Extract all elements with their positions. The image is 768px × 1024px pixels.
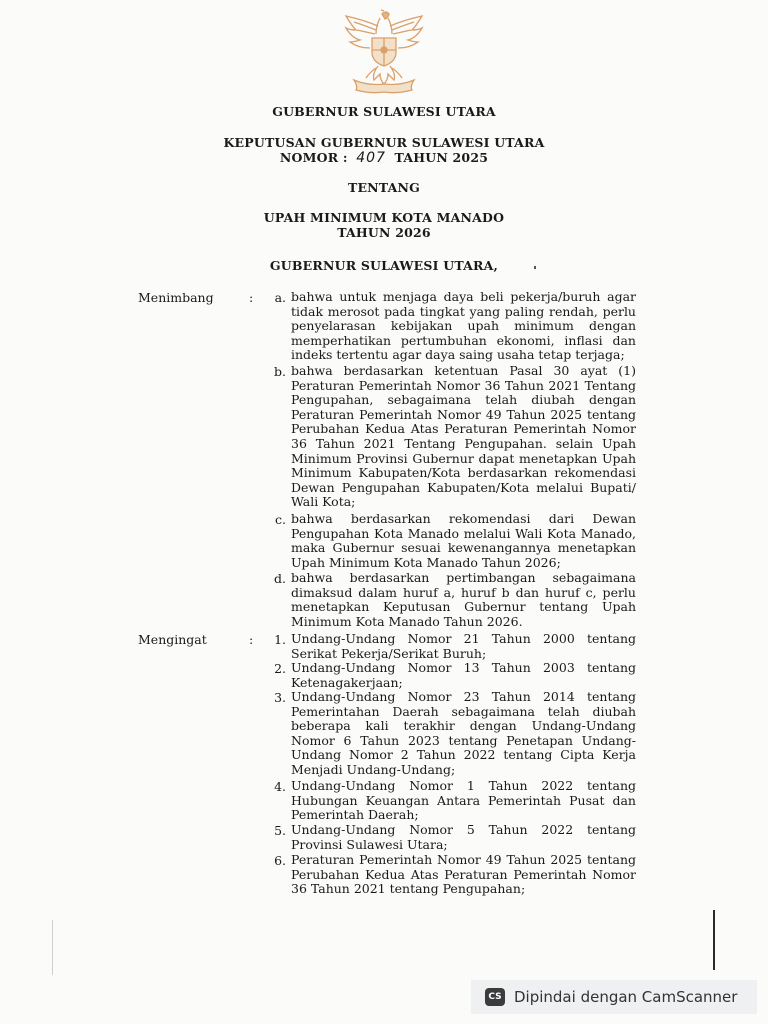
- menimbang-colon: :: [249, 290, 254, 305]
- item-marker: d.: [274, 571, 286, 586]
- item-marker: 5.: [274, 823, 286, 838]
- mengingat-label: Mengingat: [138, 632, 207, 647]
- mengingat-item-5: [260, 823, 640, 852]
- mengingat-item-1: [260, 632, 640, 661]
- item-text: bahwa berdasarkan rekomendasi dari Dewan Pengupahan Kota Manado melalui Wali Kota Manado, maka Gubernur sesuai kewenangannya menetapkan Upah Minimum Kota Manado Tahun 2026;: [291, 511, 636, 570]
- subject-line-2: TAHUN 2026: [337, 225, 431, 240]
- authority-heading: GUBERNUR SULAWESI UTARA: [272, 104, 496, 119]
- about-heading: TENTANG: [347, 180, 421, 195]
- item-marker: b.: [274, 364, 286, 379]
- camscanner-text: Dipindai dengan CamScanner: [514, 988, 738, 1006]
- decree-number-prefix: NOMOR :: [279, 150, 348, 165]
- decree-number-line: [0, 150, 768, 166]
- menimbang-item-c: [260, 512, 640, 570]
- menimbang-item-d: [260, 571, 640, 629]
- decree-title: KEPUTUSAN GUBERNUR SULAWESI UTARA: [223, 135, 545, 150]
- scan-speck: [534, 266, 536, 269]
- scan-edge-left: [52, 920, 53, 975]
- item-marker: 4.: [274, 779, 286, 794]
- item-marker: a.: [274, 290, 286, 305]
- item-marker: 1.: [274, 632, 286, 647]
- item-marker: 3.: [274, 690, 286, 705]
- decree-number-value: 407: [356, 150, 386, 166]
- subject-line-1: UPAH MINIMUM KOTA MANADO: [263, 210, 505, 225]
- garuda-emblem-icon: [338, 8, 430, 94]
- item-text: Undang-Undang Nomor 21 Tahun 2000 tentang Serikat Pekerja/Serikat Buruh;: [291, 631, 636, 661]
- item-text: Peraturan Pemerintah Nomor 49 Tahun 2025 tentang Perubahan Kedua Atas Peraturan Pemerintah Nomor 36 Tahun 2021 tentang Pengupahan;: [291, 852, 636, 897]
- mengingat-item-4: [260, 779, 640, 823]
- mengingat-item-2: [260, 661, 640, 690]
- item-text: bahwa berdasarkan ketentuan Pasal 30 ayat (1) Peraturan Pemerintah Nomor 36 Tahun 2021 Tentang Pengupahan, sebagaimana telah diubah dengan Peraturan Pemerintah Nomor 49 Tahun 2025 tentang Perubahan Kedua Atas Peraturan Pemerintah Nomor 36 Tahun 2021 Tentang Pengupahan. selain Upah Minimum Provinsi Gubernur dapat menetapkan Upah Minimum Kabupaten/Kota berdasarkan rekomendasi Dewan Pengupahan Kabupaten/Kota melalui Bupati/ Wali Kota;: [291, 363, 636, 510]
- item-marker: 6.: [274, 853, 286, 868]
- item-text: bahwa untuk menjaga daya beli pekerja/buruh agar tidak merosot pada tingkat yang paling rendah, perlu penyelarasan kebijakan upah minimum dengan memperhatikan pertumbuhan ekonomi, inflasi dan indeks tertentu agar daya saing usaha tetap terjaga;: [291, 289, 636, 363]
- menimbang-label: Menimbang: [138, 290, 214, 305]
- menimbang-item-a: [260, 290, 640, 363]
- item-marker: c.: [275, 512, 286, 527]
- camscanner-logo-icon: CS: [485, 988, 505, 1006]
- scan-edge-right: [713, 910, 715, 970]
- decree-number-suffix: TAHUN 2025: [394, 150, 489, 165]
- issuer-heading: GUBERNUR SULAWESI UTARA,: [269, 258, 499, 273]
- item-text: Undang-Undang Nomor 13 Tahun 2003 tentang Ketenagakerjaan;: [291, 660, 636, 690]
- camscanner-watermark: [471, 980, 757, 1014]
- item-text: Undang-Undang Nomor 1 Tahun 2022 tentang Hubungan Keuangan Antara Pemerintah Pusat dan Pemerintah Daerah;: [291, 778, 636, 823]
- mengingat-colon: :: [249, 632, 254, 647]
- item-text: bahwa berdasarkan pertimbangan sebagaimana dimaksud dalam huruf a, huruf b dan huruf c, perlu menetapkan Keputusan Gubernur tentang Upah Minimum Kota Manado Tahun 2026.: [291, 570, 636, 629]
- item-text: Undang-Undang Nomor 5 Tahun 2022 tentang Provinsi Sulawesi Utara;: [291, 822, 636, 852]
- mengingat-item-6: [260, 853, 640, 897]
- item-text: Undang-Undang Nomor 23 Tahun 2014 tentang Pemerintahan Daerah sebagaimana telah diubah beberapa kali terakhir dengan Undang-Undang Nomor 6 Tahun 2023 tentang Penetapan Undang-Undang Nomor 2 Tahun 2022 tentang Cipta Kerja Menjadi Undang-Undang;: [291, 689, 636, 777]
- item-marker: 2.: [274, 661, 286, 676]
- mengingat-item-3: [260, 690, 640, 778]
- menimbang-item-b: [260, 364, 640, 510]
